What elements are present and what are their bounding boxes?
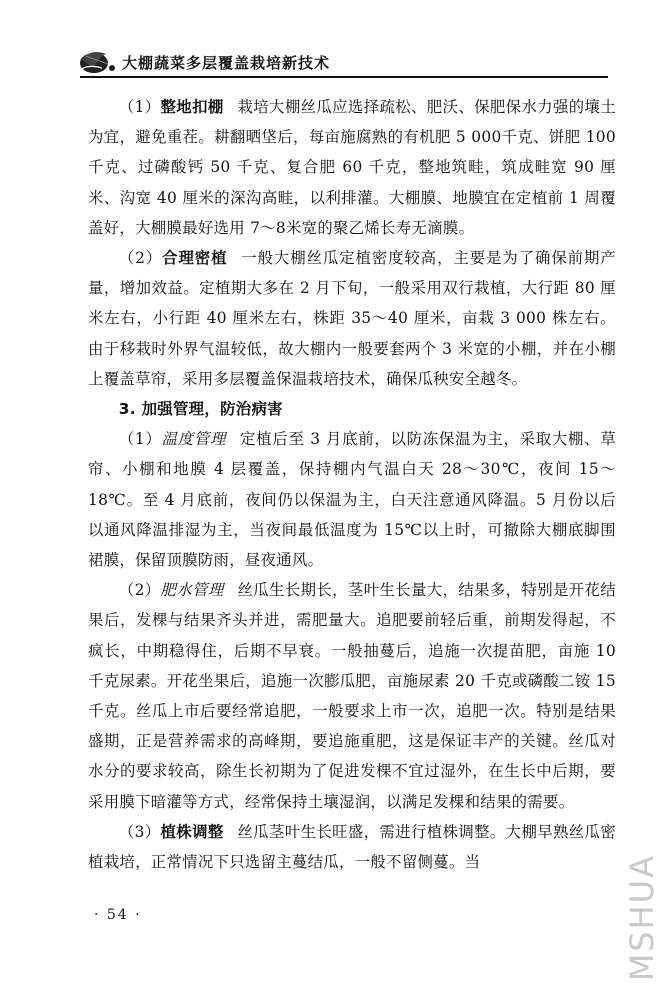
paragraph-plant-adjustment [88, 817, 616, 877]
paragraph-fertilizer-water [88, 575, 616, 817]
item-keyword: 植株调整 [160, 822, 224, 841]
paragraph-text: 丝瓜生长期长，茎叶生长量大，结果多，特别是开花结果后，发棵与结果齐头并进，需肥量大。追肥要前轻后重，前期发得起，不疯长，中期稳得住，后期不早衰。一般抽蔓后，追施一次提苗肥，亩施 10 千克尿素。开花坐果后，追施一次膨瓜肥，亩施尿素 20 千克或磷酸二铵 15 千克。丝瓜上市后要经常追肥，一般要求上市一次，追肥一次。特别是结果盛期，正是营养需求的高峰期，要追施重肥，这是保证丰产的关键。丝瓜对水分的要求较高，除生长初期为了促进发棵不宜过湿外，在生长中后期，要采用膜下暗灌等方式，经常保持土壤湿润，以满足发棵和结果的需要。 [88, 581, 617, 811]
paragraph-temperature [88, 424, 616, 575]
section-heading: 3. 加强管理，防治病害 [118, 400, 283, 419]
item-number: （2） [118, 581, 161, 600]
item-keyword: 合理密植 [162, 249, 228, 268]
item-keyword: 温度管理 [161, 430, 227, 449]
item-number: （3） [118, 822, 161, 841]
paragraph-text: 栽培大棚丝瓜应选择疏松、肥沃、保肥保水力强的壤土为宜，避免重茬。耕翻晒垡后，每亩施腐熟的有机肥 5 000千克、饼肥 100 千克、过磷酸钙 50 千克、复合肥 60 千克，整地筑畦，筑成畦宽 90 厘米、沟宽 40 厘米的深沟高畦，以利排灌。大棚膜、地膜宜在定植前 1 周覆盖好，大棚膜最好选用 7～8米宽的聚乙烯长寿无滴膜。 [88, 98, 617, 237]
leaf-logo-icon [76, 46, 120, 76]
page-body [88, 92, 616, 877]
item-number: （1） [118, 430, 162, 449]
watermark: MSHUA [623, 853, 661, 981]
paragraph-land-preparation [88, 92, 616, 243]
paragraph-text: 一般大棚丝瓜定植密度较高，主要是为了确保前期产量，增加效益。定植期大多在 2 月下旬，一般采用双行栽植，大行距 80 厘米左右，小行距 40 厘米左右，株距 35～40 厘米，亩栽 3 000 株左右。由于移栽时外界气温较低，故大棚内一般要套两个 3 米宽的小棚，并在小棚上覆盖草帘，采用多层覆盖保温栽培技术，确保瓜秧安全越冬。 [88, 249, 616, 388]
running-title: 大棚蔬菜多层覆盖栽培新技术 [122, 54, 331, 72]
page-number: · 54 · [94, 907, 142, 923]
running-header [0, 38, 663, 84]
paragraph-text: 定植后至 3 月底前，以防冻保温为主，采取大棚、草帘、小棚和地膜 4 层覆盖，保持棚内气温白天 28～30℃，夜间 15～18℃。至 4 月底前，夜间仍以保温为主，白天注意通风降温。5 月份以后以通风降温排湿为主，当夜间最低温度为 15℃以上时，可撤除大棚底脚围裙膜，保留顶膜防雨，昼夜通风。 [88, 430, 617, 570]
item-number: （2） [118, 249, 163, 268]
paragraph-planting-density [88, 243, 616, 394]
paragraph-text: 丝瓜茎叶生长旺盛，需进行植株调整。大棚早熟丝瓜密植栽培，正常情况下只选留主蔓结瓜，一般不留侧蔓。当 [88, 822, 617, 872]
item-number: （1） [118, 98, 161, 116]
item-keyword: 整地扣棚 [160, 98, 224, 116]
header-rule [80, 76, 608, 78]
item-keyword: 肥水管理 [160, 581, 224, 600]
